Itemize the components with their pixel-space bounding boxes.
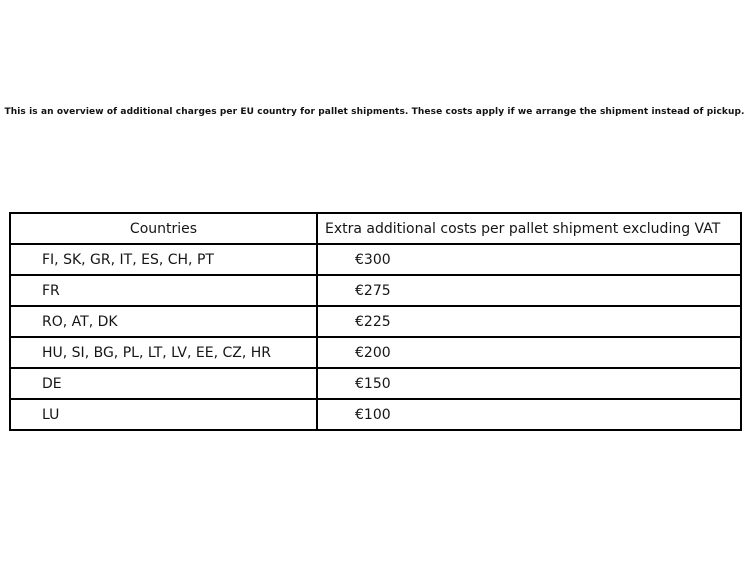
countries-cell: FI, SK, GR, IT, ES, CH, PT [10, 244, 317, 275]
countries-cell: LU [10, 399, 317, 430]
countries-cell: HU, SI, BG, PL, LT, LV, EE, CZ, HR [10, 337, 317, 368]
countries-cell: DE [10, 368, 317, 399]
table-row [10, 275, 741, 306]
table-row [10, 306, 741, 337]
cost-cell: €200 [317, 337, 741, 368]
cost-cell: €100 [317, 399, 741, 430]
cost-cell: €225 [317, 306, 741, 337]
table-header-row [10, 213, 741, 244]
cost-cell: €300 [317, 244, 741, 275]
column-header-countries: Countries [10, 213, 317, 244]
charges-table [9, 212, 742, 431]
column-header-costs: Extra additional costs per pallet shipment excluding VAT [317, 213, 741, 244]
cost-cell: €275 [317, 275, 741, 306]
table-row [10, 244, 741, 275]
table-row [10, 399, 741, 430]
intro-text: This is an overview of additional charges per EU country for pallet shipments. These costs apply if we arrange the shipment instead of pickup. [4, 107, 745, 117]
table-row [10, 337, 741, 368]
table-row [10, 368, 741, 399]
countries-cell: FR [10, 275, 317, 306]
cost-cell: €150 [317, 368, 741, 399]
countries-cell: RO, AT, DK [10, 306, 317, 337]
